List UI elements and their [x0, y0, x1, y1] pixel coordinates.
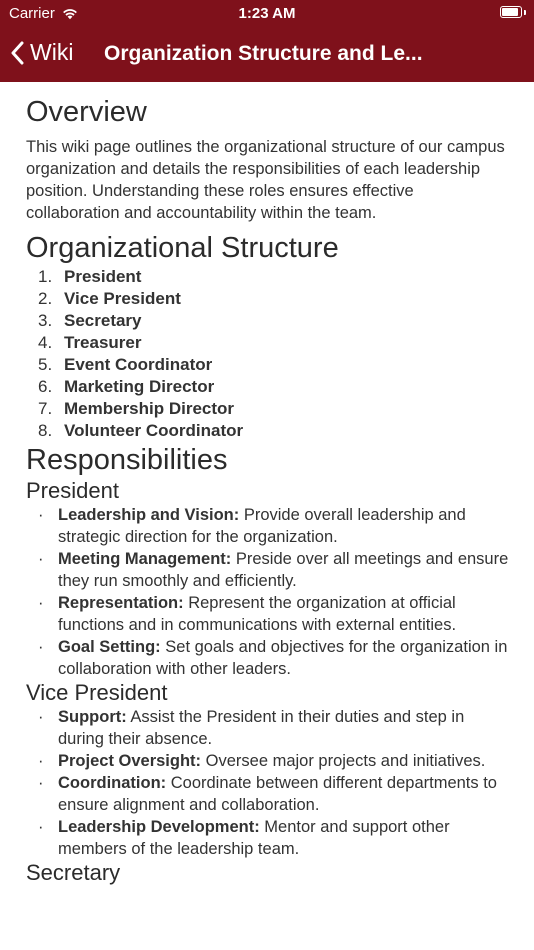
responsibilities-heading: Responsibilities — [26, 444, 228, 476]
duty-description: Assist the President in their duties and step in during their absence. — [58, 708, 465, 748]
list-number: 2. — [38, 289, 53, 308]
back-button[interactable] — [10, 39, 73, 66]
list-number: 1. — [38, 267, 53, 286]
status-time: 1:23 AM — [238, 5, 296, 22]
role-name: Treasurer — [64, 333, 142, 352]
duty-term: Project Oversight: — [58, 752, 202, 770]
list-item — [26, 354, 510, 376]
list-item — [26, 310, 510, 332]
duty-description: Provide overall leadership and strategic direction for the organization. — [58, 506, 466, 546]
list-item — [26, 706, 510, 750]
list-item — [26, 816, 510, 860]
duty-description: Mentor and support other members of the leadership team. — [58, 818, 450, 858]
duty-term: Representation: — [58, 594, 184, 612]
list-item — [26, 592, 510, 636]
status-bar — [0, 0, 534, 28]
duty-term: Support: — [58, 708, 127, 726]
role-name: Marketing Director — [64, 377, 215, 396]
overview-heading: Overview — [26, 96, 147, 128]
duty-list-president — [26, 504, 510, 680]
role-heading-vice-president: Vice President — [26, 680, 168, 705]
role-name: Event Coordinator — [64, 355, 213, 374]
list-number: 7. — [38, 399, 53, 418]
duty-term: Leadership Development: — [58, 818, 260, 836]
back-label: Wiki — [30, 39, 74, 65]
list-item — [26, 504, 510, 548]
overview-text: This wiki page outlines the organizational structure of our campus organization and details the responsibilities of each leadership position. Understanding these roles ensures effective collaboration and accountability within the team. — [26, 138, 505, 222]
role-name: Secretary — [64, 311, 142, 330]
duty-list-vice-president — [26, 706, 510, 860]
role-name: Membership Director — [64, 399, 235, 418]
duty-term: Coordination: — [58, 774, 167, 792]
page-title: Organization Structure and Le... — [104, 42, 423, 65]
role-name: President — [64, 267, 142, 286]
structure-heading: Organizational Structure — [26, 232, 339, 264]
role-name: Volunteer Coordinator — [64, 421, 244, 440]
list-item — [26, 288, 510, 310]
navigation-header — [0, 0, 534, 82]
list-item — [26, 636, 510, 680]
wiki-content — [26, 94, 510, 886]
battery-icon — [500, 6, 526, 20]
list-item — [26, 420, 510, 442]
chevron-left-icon — [10, 41, 24, 65]
list-item — [26, 332, 510, 354]
list-number: 6. — [38, 377, 53, 396]
list-number: 5. — [38, 355, 53, 374]
duty-term: Leadership and Vision: — [58, 506, 240, 524]
list-item — [26, 772, 510, 816]
carrier-label: Carrier — [9, 5, 55, 22]
list-number: 4. — [38, 333, 53, 352]
role-heading-secretary: Secretary — [26, 860, 121, 885]
duty-term: Meeting Management: — [58, 550, 232, 568]
list-number: 8. — [38, 421, 53, 440]
duty-term: Goal Setting: — [58, 638, 161, 656]
list-item — [26, 376, 510, 398]
list-number: 3. — [38, 311, 53, 330]
list-item — [26, 266, 510, 288]
list-item — [26, 398, 510, 420]
duty-description: Set goals and objectives for the organization in collaboration with other leaders. — [58, 638, 508, 678]
duty-description: Oversee major projects and initiatives. — [201, 752, 486, 770]
duty-description: Coordinate between different departments to ensure alignment and collaboration. — [58, 774, 497, 814]
duty-description: Preside over all meetings and ensure they run smoothly and efficiently. — [58, 550, 509, 590]
role-heading-president: President — [26, 478, 119, 503]
list-item — [26, 750, 510, 772]
structure-list — [26, 266, 510, 442]
nav-bar — [0, 30, 534, 80]
duty-description: Represent the organization at official functions and in communications with external entities. — [58, 594, 457, 634]
list-item — [26, 548, 510, 592]
role-name: Vice President — [64, 289, 181, 308]
